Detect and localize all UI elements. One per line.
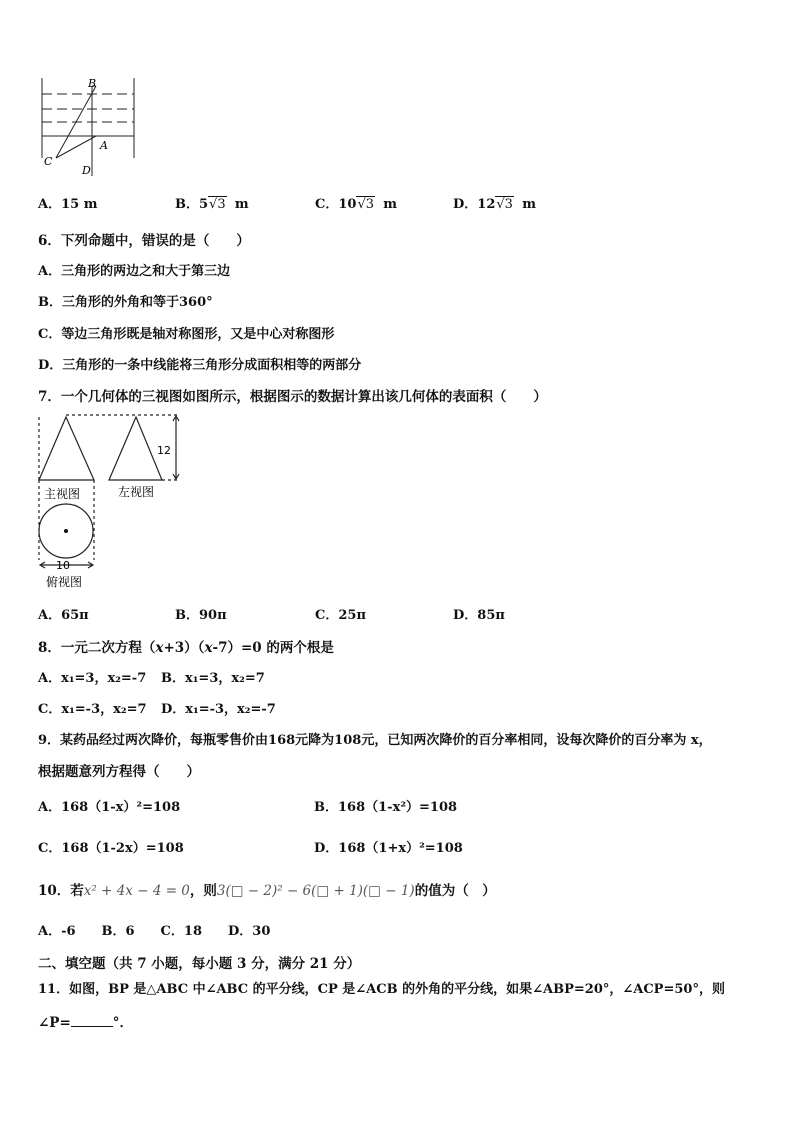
- q7-side-view-label: 左视图: [118, 485, 155, 499]
- q7-side-view-triangle: [109, 417, 162, 480]
- q5-option-a[interactable]: A．15 m: [38, 197, 98, 212]
- q7-option-b[interactable]: B．90π: [175, 608, 227, 623]
- q5-option-c-root: √3: [357, 197, 375, 212]
- q5-label-D: D: [82, 164, 91, 177]
- q5-option-d-prefix: D．12: [453, 197, 496, 212]
- q10-options[interactable]: A．-6 B．6 C．18 D．30: [38, 924, 271, 939]
- q9-stem-line1: 9．某药品经过两次降价，每瓶零售价由168元降为108元，已知两次降价的百分率相同，设每次降价的百分率为 x，: [38, 733, 712, 748]
- q8-stem: 8．一元二次方程（x+3）（x-7）=0 的两个根是: [38, 640, 334, 656]
- section-2-title: 二、填空题（共 7 小题，每小题 3 分，满分 21 分）: [38, 956, 361, 972]
- q6-option-c[interactable]: C．等边三角形既是轴对称图形，又是中心对称图形: [38, 327, 335, 342]
- q8-option-b[interactable]: B．x₁=3，x₂=7: [161, 671, 265, 686]
- q5-option-c-unit: m: [383, 197, 398, 212]
- q5-river-figure: [36, 76, 140, 178]
- q11-answer-blank[interactable]: [71, 1014, 113, 1027]
- q9-option-a[interactable]: A．168（1-x）²=108: [38, 800, 181, 815]
- q6-option-b[interactable]: B．三角形的外角和等于360°: [38, 295, 213, 310]
- q7-top-view-center: [64, 529, 68, 533]
- q10-condition: x² + 4x − 4 = 0: [83, 883, 190, 899]
- q9-stem-line2: 根据题意列方程得（ ）: [38, 764, 200, 780]
- q8-option-d[interactable]: D．x₁=-3，x₂=-7: [161, 702, 276, 717]
- q5-option-b[interactable]: [175, 193, 249, 212]
- q7-front-view-triangle: [39, 417, 94, 480]
- q10-stem-mid: ，则: [189, 883, 217, 899]
- q9-option-d[interactable]: D．168（1+x）²=108: [314, 841, 463, 856]
- q8-option-a[interactable]: A．x₁=3，x₂=-7: [38, 671, 147, 686]
- q7-option-a[interactable]: A．65π: [38, 608, 89, 623]
- q5-option-d-unit: m: [522, 197, 536, 212]
- q10-expression: 3(□ − 2)² − 6(□ + 1)(□ − 1): [216, 883, 415, 899]
- q6-option-d[interactable]: D．三角形的一条中线能将三角形分成面积相等的两部分: [38, 358, 362, 373]
- q6-stem: 6．下列命题中，错误的是（ ）: [38, 233, 250, 249]
- q7-height-value: 12: [157, 444, 171, 457]
- q7-three-views-figure: [34, 410, 184, 592]
- q7-option-c[interactable]: C．25π: [315, 608, 366, 623]
- q6-option-a[interactable]: A．三角形的两边之和大于第三边: [38, 264, 231, 279]
- q7-diameter-value: 10: [56, 559, 70, 572]
- q10-stem: [38, 879, 496, 899]
- q11-line1: 11．如图，BP 是△ABC 中∠ABC 的平分线，CP 是∠ACB 的外角的平分线，如果∠ABP=20°，∠ACP=50°，则: [38, 982, 725, 997]
- q5-option-c-prefix: C．10: [315, 197, 357, 212]
- q5-option-b-prefix: B．5: [175, 197, 209, 212]
- q5-option-b-unit: m: [234, 197, 249, 212]
- q5-label-B: B: [88, 77, 97, 90]
- q5-label-C: C: [44, 155, 53, 168]
- q5-option-b-root: √3: [209, 197, 226, 212]
- q11-line2: ∠P= °．: [38, 1015, 134, 1031]
- q7-front-view-label: 主视图: [44, 487, 81, 501]
- q10-stem-prefix: 10．若: [38, 883, 84, 899]
- q5-option-d[interactable]: [453, 193, 536, 212]
- q8-option-c[interactable]: C．x₁=-3，x₂=7: [38, 702, 147, 717]
- q5-option-c[interactable]: [315, 193, 397, 212]
- q7-option-d[interactable]: D．85π: [453, 608, 505, 623]
- q5-label-A: A: [100, 139, 108, 152]
- q5-option-d-root: √3: [496, 197, 513, 212]
- q7-top-view-label: 俯视图: [46, 575, 83, 589]
- q9-option-c[interactable]: C．168（1-2x）=108: [38, 841, 184, 856]
- q9-option-b[interactable]: B．168（1-x²）=108: [314, 800, 458, 815]
- q7-stem: 7．一个几何体的三视图如图所示，根据图示的数据计算出该几何体的表面积（ ）: [38, 389, 547, 405]
- q10-stem-suffix: 的值为（ ）: [414, 883, 496, 899]
